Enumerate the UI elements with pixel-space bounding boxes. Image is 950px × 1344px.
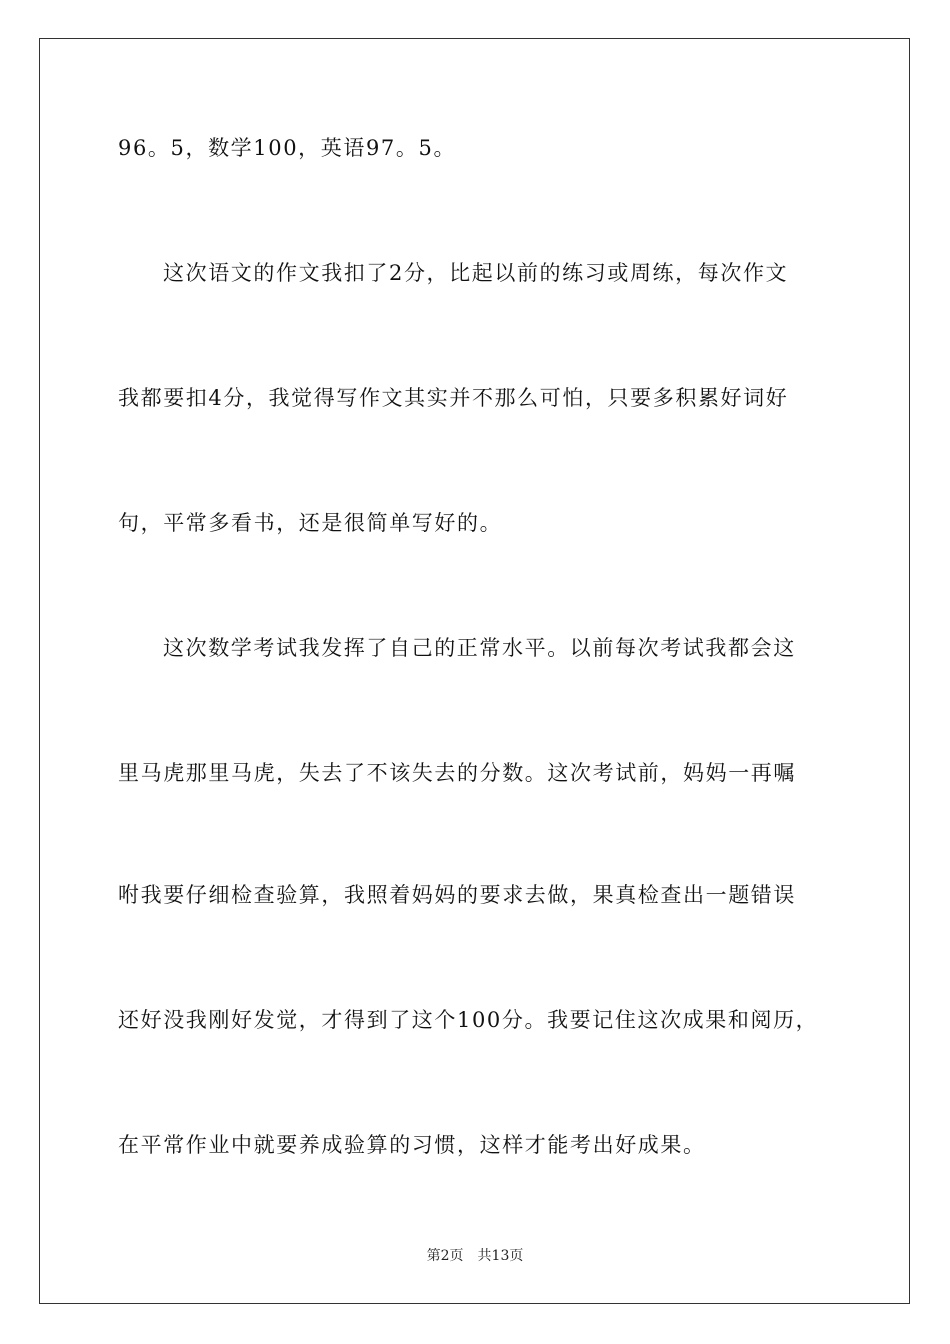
text-line: 咐我要仔细检查验算，我照着妈妈的要求去做，果真检查出一题错误: [118, 883, 796, 907]
text-line: 我都要扣4分，我觉得写作文其实并不那么可怕，只要多积累好词好: [118, 386, 789, 410]
page-border: [39, 38, 910, 1304]
page-footer: [0, 1247, 950, 1265]
paragraph-first-line: 这次语文的作文我扣了2分，比起以前的练习或周练，每次作文: [163, 261, 789, 285]
text-line: 在平常作业中就要养成验算的习惯，这样才能考出好成果。: [118, 1133, 706, 1157]
paragraph-first-line: 这次数学考试我发挥了自己的正常水平。以前每次考试我都会这: [163, 636, 796, 660]
page-number: 第2页: [426, 1248, 464, 1264]
total-pages: 共13页: [477, 1248, 524, 1264]
text-line: 还好没我刚好发觉，才得到了这个100分。我要记住这次成果和阅历，: [118, 1008, 819, 1032]
text-line: 96。5，数学100，英语97。5。: [118, 136, 457, 160]
text-line: 句，平常多看书，还是很简单写好的。: [118, 511, 503, 535]
text-line: 里马虎那里马虎，失去了不该失去的分数。这次考试前，妈妈一再嘱: [118, 761, 796, 785]
